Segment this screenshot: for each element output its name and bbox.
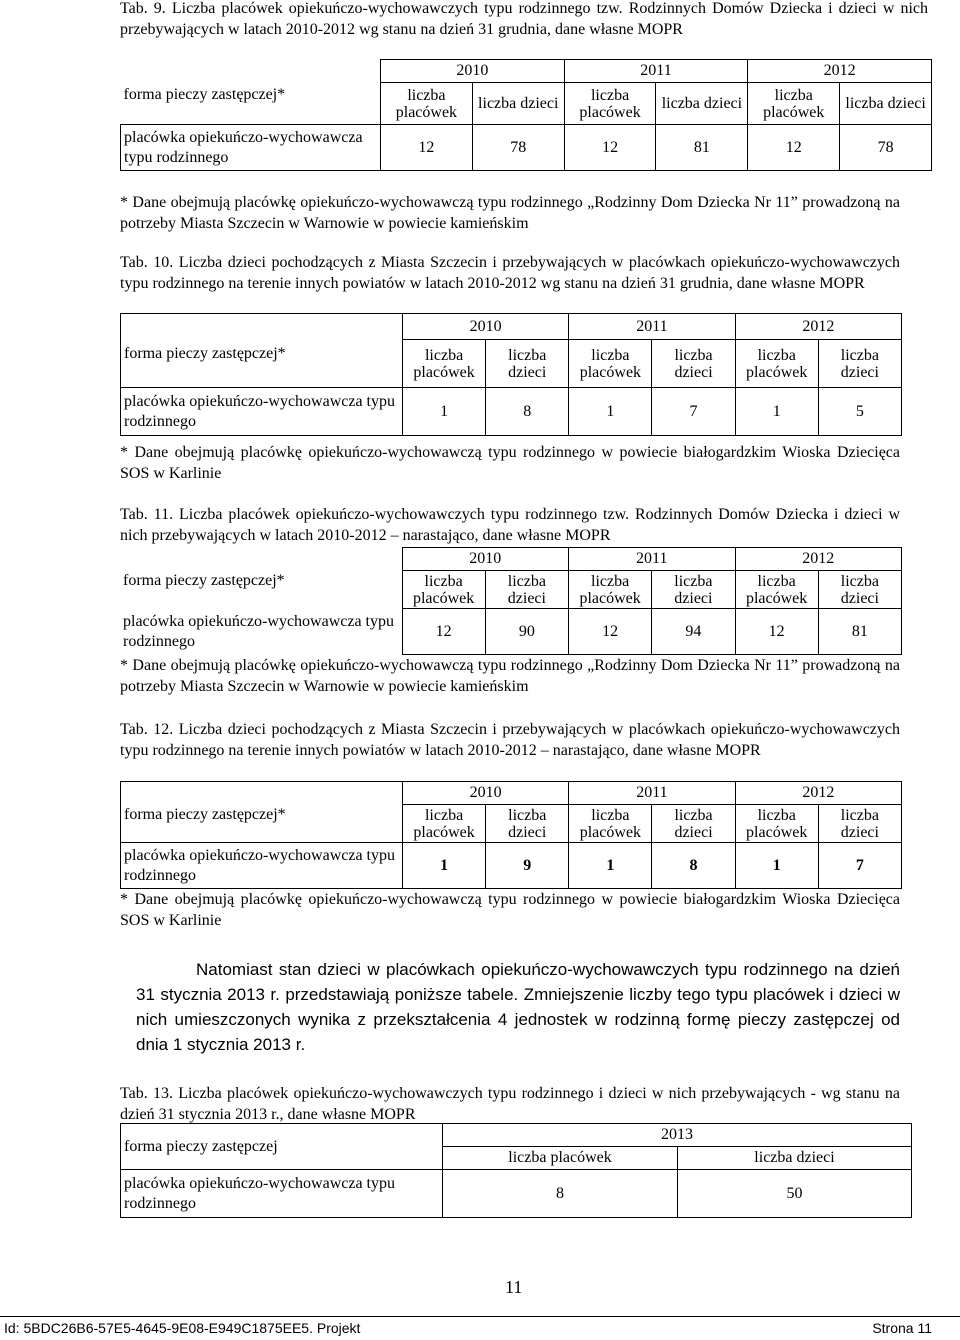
col-liczba-placowek: liczba placówek bbox=[569, 340, 652, 388]
footer-rule bbox=[0, 1316, 960, 1317]
table-header-label: forma pieczy zastępczej* bbox=[121, 314, 403, 388]
table-cell: 12 bbox=[564, 125, 656, 171]
col-liczba-placowek: liczba placówek bbox=[564, 83, 656, 125]
table-cell: 1 bbox=[735, 843, 818, 889]
year-2012: 2012 bbox=[735, 782, 901, 805]
table-11-footnote: * Dane obejmują placówkę opiekuńczo-wychowawczą typu rodzinnego „Rodzinny Dom Dziecka Nr 11” prowadzoną na potrzeby Miasta Szczecin w Warnowie w powiecie kamieńskim bbox=[120, 657, 900, 695]
year-2011: 2011 bbox=[569, 548, 736, 571]
table-13 bbox=[120, 1123, 912, 1218]
col-liczba-dzieci: liczba dzieci bbox=[678, 1147, 912, 1170]
col-liczba-dzieci: liczba dzieci bbox=[472, 83, 564, 125]
table-header-label: forma pieczy zastępczej bbox=[121, 1124, 443, 1170]
table-cell: 12 bbox=[735, 609, 818, 655]
table-11-caption: Tab. 11. Liczba placówek opiekuńczo-wychowawczych typu rodzinnego tzw. Rodzinnych Domów Dziecka i dzieci w nich przebywających w latach 2010-2012 – narastająco, dane własne MOPR bbox=[120, 506, 900, 544]
year-2010: 2010 bbox=[403, 314, 569, 340]
table-9 bbox=[120, 59, 932, 171]
table-cell: 1 bbox=[403, 843, 486, 889]
row-label: placówka opiekuńczo-wychowawcza typu rodzinnego bbox=[121, 843, 403, 889]
col-liczba-placowek: liczba placówek bbox=[569, 571, 652, 609]
table-cell: 12 bbox=[402, 609, 485, 655]
table-cell: 12 bbox=[569, 609, 652, 655]
col-liczba-placowek: liczba placówek bbox=[569, 805, 652, 843]
table-header-label: forma pieczy zastępczej* bbox=[121, 782, 403, 843]
col-liczba-placowek: liczba placówek bbox=[735, 571, 818, 609]
table-10 bbox=[120, 313, 902, 436]
year-2013: 2013 bbox=[443, 1124, 912, 1147]
table-cell: 1 bbox=[735, 388, 818, 436]
table-cell: 1 bbox=[569, 843, 652, 889]
year-2012: 2012 bbox=[735, 314, 901, 340]
table-12-caption: Tab. 12. Liczba dzieci pochodzących z Miasta Szczecin i przebywających w placówkach opiekuńczo-wychowawczych typu rodzinnego na terenie innych powiatów w latach 2010-2012 – narastająco, dane własne MOPR bbox=[120, 721, 900, 759]
year-2011: 2011 bbox=[569, 782, 735, 805]
table-cell: 5 bbox=[818, 388, 901, 436]
year-2010: 2010 bbox=[381, 60, 565, 83]
table-cell: 78 bbox=[840, 125, 932, 171]
table-cell: 81 bbox=[818, 609, 901, 655]
year-2011: 2011 bbox=[569, 314, 735, 340]
table-9-footnote: * Dane obejmują placówkę opiekuńczo-wychowawczą typu rodzinnego „Rodzinny Dom Dziecka Nr 11” prowadzoną na potrzeby Miasta Szczecin w Warnowie w powiecie kamieńskim bbox=[120, 194, 900, 232]
col-liczba-placowek: liczba placówek bbox=[443, 1147, 678, 1170]
table-cell: 7 bbox=[818, 843, 901, 889]
table-12 bbox=[120, 781, 902, 889]
page-number: 11 bbox=[505, 1277, 523, 1297]
col-liczba-dzieci: liczba dzieci bbox=[818, 805, 901, 843]
table-12-footnote: * Dane obejmują placówkę opiekuńczo-wychowawczą typu rodzinnego w powiecie białogardzkim Wioska Dziecięca SOS w Karlinie bbox=[120, 891, 900, 929]
year-2010: 2010 bbox=[403, 782, 569, 805]
col-liczba-dzieci: liczba dzieci bbox=[485, 571, 568, 609]
table-11 bbox=[120, 547, 902, 655]
row-label: placówka opiekuńczo-wychowawcza typu rodzinnego bbox=[121, 388, 403, 436]
table-cell: 8 bbox=[486, 388, 569, 436]
year-2011: 2011 bbox=[564, 60, 748, 83]
row-label: placówka opiekuńczo-wychowawcza typu rodzinnego bbox=[121, 1170, 443, 1218]
col-liczba-dzieci: liczba dzieci bbox=[652, 340, 735, 388]
col-liczba-dzieci: liczba dzieci bbox=[652, 805, 735, 843]
col-liczba-placowek: liczba placówek bbox=[403, 340, 486, 388]
row-label: placówka opiekuńczo-wychowawcza typu rodzinnego bbox=[123, 612, 394, 650]
col-liczba-dzieci: liczba dzieci bbox=[840, 83, 932, 125]
table-10-footnote: * Dane obejmują placówkę opiekuńczo-wychowawczą typu rodzinnego w powiecie białogardzkim Wioska Dziecięca SOS w Karlinie bbox=[120, 444, 900, 482]
col-liczba-dzieci: liczba dzieci bbox=[656, 83, 748, 125]
col-liczba-placowek: liczba placówek bbox=[381, 83, 473, 125]
table-9-caption: Tab. 9. Liczba placówek opiekuńczo-wychowawczych typu rodzinnego tzw. Rodzinnych Domów Dziecka i dzieci w nich przebywających w latach 2010-2012 wg stanu na dzień 31 grudnia, dane własne MOPR bbox=[120, 0, 928, 38]
col-liczba-dzieci: liczba dzieci bbox=[486, 340, 569, 388]
table-cell: 78 bbox=[472, 125, 564, 171]
table-header-label: forma pieczy zastępczej* bbox=[123, 571, 285, 589]
col-liczba-placowek: liczba placówek bbox=[735, 340, 818, 388]
table-cell: 1 bbox=[569, 388, 652, 436]
year-2010: 2010 bbox=[402, 548, 569, 571]
col-liczba-placowek: liczba placówek bbox=[402, 571, 485, 609]
table-10-caption: Tab. 10. Liczba dzieci pochodzących z Miasta Szczecin i przebywających w placówkach opiekuńczo-wychowawczych typu rodzinnego na terenie innych powiatów w latach 2010-2012 wg stanu na dzień 31 grudnia, dane własne MOPR bbox=[120, 254, 900, 292]
row-label: placówka opiekuńczo-wychowawcza typu rodzinnego bbox=[121, 125, 381, 171]
table-cell: 1 bbox=[403, 388, 486, 436]
table-cell: 81 bbox=[656, 125, 748, 171]
table-header-label: forma pieczy zastępczej* bbox=[123, 86, 286, 104]
year-2012: 2012 bbox=[735, 548, 902, 571]
table-cell: 7 bbox=[652, 388, 735, 436]
table-cell: 94 bbox=[652, 609, 735, 655]
col-liczba-placowek: liczba placówek bbox=[403, 805, 486, 843]
footer-id: Id: 5BDC26B6-57E5-4645-9E08-E949C1875EE5. Projekt bbox=[4, 1320, 361, 1336]
footer-page: Strona 11 bbox=[872, 1320, 932, 1336]
table-cell: 8 bbox=[652, 843, 735, 889]
table-cell: 9 bbox=[486, 843, 569, 889]
table-13-caption: Tab. 13. Liczba placówek opiekuńczo-wychowawczych typu rodzinnego i dzieci w nich przebywających - wg stanu na dzień 31 stycznia 2013 r., dane własne MOPR bbox=[120, 1085, 900, 1123]
col-liczba-dzieci: liczba dzieci bbox=[818, 340, 901, 388]
table-cell: 8 bbox=[443, 1170, 678, 1218]
col-liczba-placowek: liczba placówek bbox=[748, 83, 840, 125]
col-liczba-dzieci: liczba dzieci bbox=[486, 805, 569, 843]
year-2012: 2012 bbox=[748, 60, 932, 83]
body-paragraph: Natomiast stan dzieci w placówkach opiekuńczo-wychowawczych typu rodzinnego na dzień 31 stycznia 2013 r. przedstawiają poniższe tabele. Zmniejszenie liczby tego typu placówek i dzieci w nich umieszczonych wynika z przekształcenia 4 jednostek w rodzinną formę pieczy zastępczej od dnia 1 stycznia 2013 r. bbox=[136, 960, 900, 1054]
col-liczba-placowek: liczba placówek bbox=[735, 805, 818, 843]
table-cell: 90 bbox=[485, 609, 568, 655]
table-cell: 50 bbox=[678, 1170, 912, 1218]
col-liczba-dzieci: liczba dzieci bbox=[818, 571, 901, 609]
table-cell: 12 bbox=[748, 125, 840, 171]
table-cell: 12 bbox=[381, 125, 473, 171]
col-liczba-dzieci: liczba dzieci bbox=[652, 571, 735, 609]
